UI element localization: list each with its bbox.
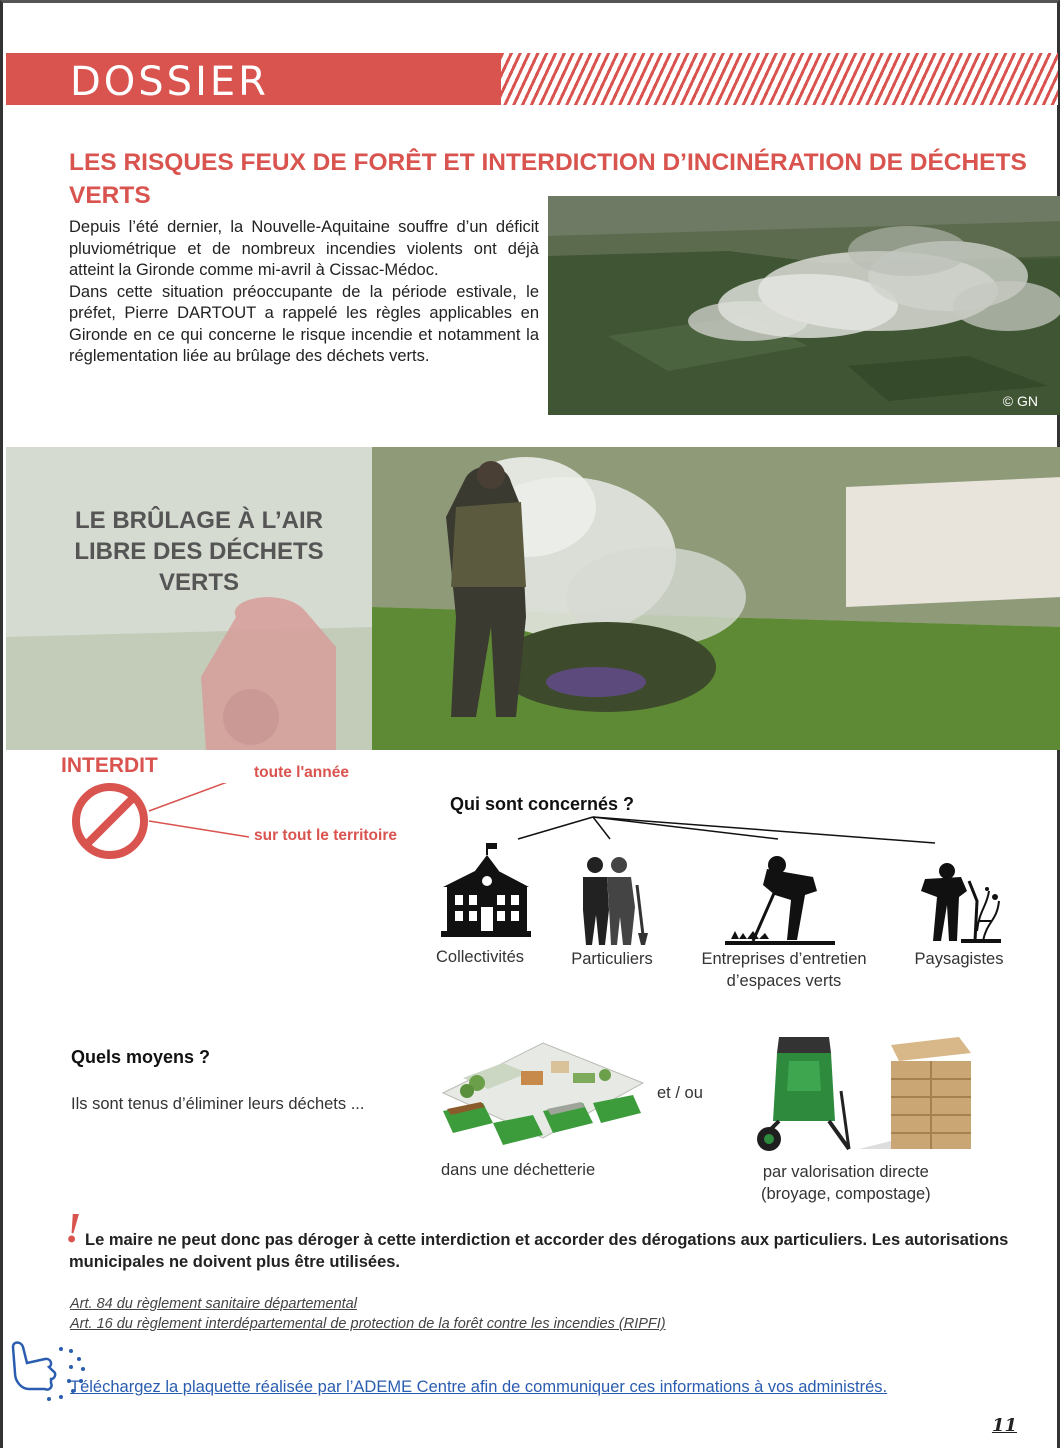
ban-where: sur tout le territoire	[254, 827, 397, 844]
burning-photo	[6, 447, 1060, 750]
forest-fire-illustration	[548, 196, 1060, 415]
town-hall-icon	[439, 841, 533, 941]
banner-hatch-pattern	[501, 53, 1058, 105]
forest-fire-photo	[548, 196, 1060, 415]
references	[70, 1294, 666, 1334]
ban-label: INTERDIT	[61, 754, 158, 777]
means-option-2	[761, 1161, 931, 1205]
means-heading: Quels moyens ?	[71, 1047, 211, 1067]
burning-title-line-1: LE BRÛLAGE À L’AIR	[74, 507, 323, 534]
pointing-hand-icon	[9, 1337, 95, 1409]
warning-text	[69, 1229, 1009, 1273]
concerned-heading: Qui sont concernés ?	[450, 794, 635, 814]
category-label-line-2: d’espaces verts	[726, 972, 842, 990]
warning-body: Le maire ne peut donc pas déroger à cette interdiction et accorder des dérogations aux particuliers. Les autorisations municipales ne doivent plus être utilisées.	[69, 1231, 1009, 1271]
burning-title	[44, 505, 354, 598]
gardener-icon	[725, 855, 835, 945]
means-and-or: et / ou	[657, 1084, 703, 1102]
category-paysagistes	[899, 948, 1019, 970]
category-entreprises	[678, 948, 890, 992]
landscaper-icon	[917, 861, 1007, 945]
reference-1[interactable]: Art. 84 du règlement sanitaire départemental	[70, 1296, 357, 1312]
burning-title-line-2: LIBRE DES DÉCHETS	[74, 538, 324, 565]
means-option-2-line-2: (broyage, compostage)	[761, 1185, 931, 1203]
page-number: 11	[991, 1415, 1017, 1436]
recycling-center-icon	[433, 1033, 645, 1153]
category-label: Entreprises d’entretien	[701, 950, 867, 968]
reference-2[interactable]: Art. 16 du règlement interdépartemental de protection de la forêt contre les incendies (RIPFI)	[70, 1316, 666, 1332]
no-entry-icon	[67, 783, 427, 863]
category-label: Collectivités	[435, 948, 525, 966]
warning-exclamation-icon: !	[65, 1206, 82, 1252]
intro-paragraph-1: Depuis l’été dernier, la Nouvelle-Aquitaine souffre d’un déficit pluviométrique et de nombreux incendies violents ont déjà atteint la Gironde comme mi-avril à Cissac-Médoc.	[69, 218, 539, 279]
means-option-2-line-1: par valorisation directe	[762, 1163, 929, 1181]
banner-title: DOSSIER	[70, 59, 269, 105]
photo-fade-overlay	[6, 447, 372, 750]
dossier-banner	[6, 53, 1058, 105]
article-intro	[69, 217, 539, 368]
category-label: Paysagistes	[914, 950, 1004, 968]
means-text: Ils sont tenus d’éliminer leurs déchets ...	[71, 1095, 365, 1113]
ban-when: toute l'année	[254, 764, 349, 781]
burning-title-line-3: VERTS	[158, 569, 239, 596]
intro-paragraph-2: Dans cette situation préoccupante de la période estivale, le préfet, Pierre DARTOUT a rappelé les règles applicables en Gironde en ce qui concerne le risque incendie et notamment la réglementation liée au brûlage des déchets verts.	[69, 282, 539, 365]
people-icon	[573, 855, 653, 947]
concerned-connector-lines	[513, 815, 943, 855]
download-brochure-link[interactable]: Téléchargez la plaquette réalisée par l’ADEME Centre afin de communiquer ces informations à vos administrés.	[70, 1378, 888, 1396]
shredder-compost-icon	[749, 1031, 989, 1161]
means-option-1: dans une déchetterie	[441, 1161, 596, 1179]
article-title: LES RISQUES FEUX DE FORÊT ET INTERDICTION D’INCINÉRATION DE DÉCHETS VERTS	[69, 149, 1027, 209]
category-particuliers	[555, 948, 669, 970]
photo-credit: © GN	[1002, 393, 1038, 409]
category-label: Particuliers	[571, 950, 653, 968]
category-collectivites	[415, 946, 545, 968]
